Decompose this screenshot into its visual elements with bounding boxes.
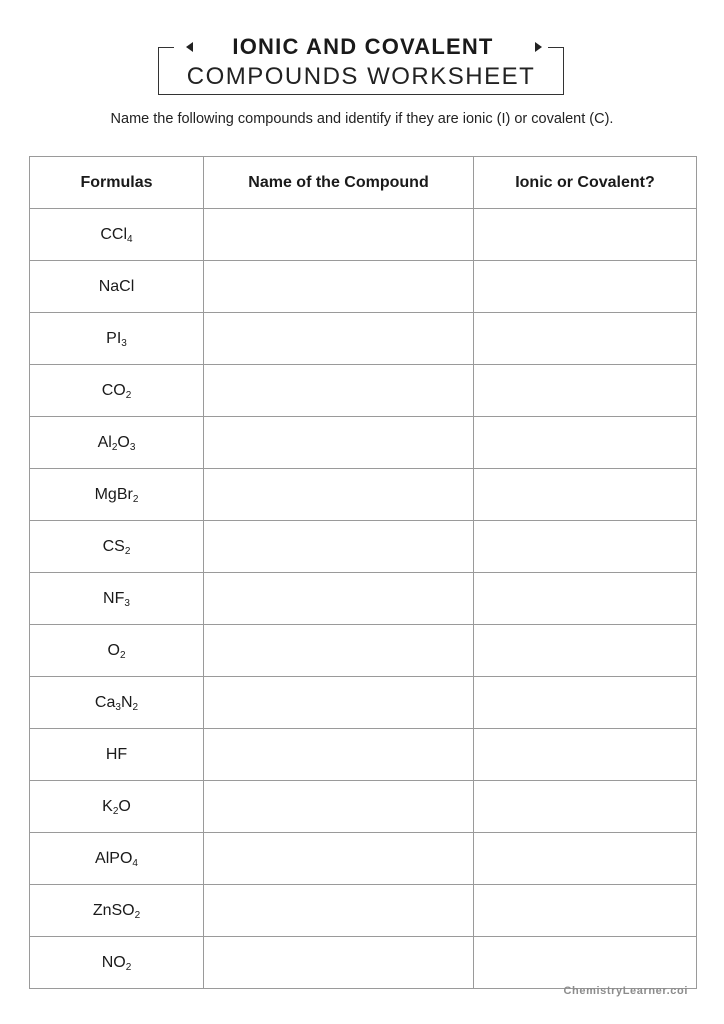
- formula-subscript: 2: [112, 805, 119, 817]
- compound-name-answer-cell[interactable]: [204, 729, 474, 781]
- formula-text: NF: [103, 589, 125, 607]
- column-header-compound-name: Name of the Compound: [204, 157, 474, 209]
- formula-text: NO: [101, 953, 126, 971]
- ionic-covalent-answer-cell[interactable]: [474, 573, 697, 625]
- ionic-covalent-answer-cell[interactable]: [474, 365, 697, 417]
- table-row: [30, 885, 697, 937]
- compound-name-answer-cell[interactable]: [204, 885, 474, 937]
- formula-text: CCl: [100, 225, 128, 243]
- column-header-formulas: Formulas: [30, 157, 204, 209]
- compound-name-answer-cell[interactable]: [204, 261, 474, 313]
- formula-subscript: 2: [132, 493, 139, 505]
- formula-cell: [30, 209, 204, 261]
- table-row: [30, 521, 697, 573]
- compound-name-answer-cell[interactable]: [204, 209, 474, 261]
- formula-cell: [30, 469, 204, 521]
- formula-cell: [30, 729, 204, 781]
- formula-cell: [30, 937, 204, 989]
- formula-subscript: 4: [127, 233, 133, 245]
- formula-subscript: 4: [132, 857, 138, 869]
- formula-text: K: [102, 797, 113, 815]
- ionic-covalent-answer-cell[interactable]: [474, 469, 697, 521]
- compound-name-answer-cell[interactable]: [204, 365, 474, 417]
- ionic-covalent-answer-cell[interactable]: [474, 937, 697, 989]
- formula-subscript: 2: [132, 701, 139, 713]
- formula-text: N: [120, 693, 133, 711]
- formula-subscript: 2: [111, 441, 118, 453]
- ionic-covalent-answer-cell[interactable]: [474, 261, 697, 313]
- column-header-ionic-covalent: Ionic or Covalent?: [474, 157, 697, 209]
- compound-name-answer-cell[interactable]: [204, 313, 474, 365]
- formula-cell: [30, 625, 204, 677]
- table-row: [30, 625, 697, 677]
- table-row: [30, 469, 697, 521]
- table-row: [30, 937, 697, 989]
- ionic-covalent-answer-cell[interactable]: [474, 677, 697, 729]
- ionic-covalent-answer-cell[interactable]: [474, 313, 697, 365]
- compound-name-answer-cell[interactable]: [204, 521, 474, 573]
- compound-name-answer-cell[interactable]: [204, 833, 474, 885]
- page-title: IONIC AND COVALENT: [198, 34, 528, 60]
- formula-cell: [30, 677, 204, 729]
- formula-text: HF: [105, 745, 128, 763]
- formula-text: PI: [106, 329, 122, 347]
- ionic-covalent-answer-cell[interactable]: [474, 833, 697, 885]
- formula-text: O: [118, 797, 131, 815]
- table-row: [30, 261, 697, 313]
- arrow-left-icon: [186, 42, 193, 52]
- compound-name-answer-cell[interactable]: [204, 469, 474, 521]
- formula-text: O: [117, 433, 130, 451]
- formula-subscript: 2: [134, 909, 141, 921]
- formula-text: CO: [101, 381, 126, 399]
- arrow-right-icon: [535, 42, 542, 52]
- formula-cell: [30, 885, 204, 937]
- formula-text: ZnSO: [92, 901, 135, 919]
- compound-name-answer-cell[interactable]: [204, 417, 474, 469]
- ionic-covalent-answer-cell[interactable]: [474, 885, 697, 937]
- page-subtitle: COMPOUNDS WORKSHEET: [186, 63, 536, 90]
- compound-name-answer-cell[interactable]: [204, 781, 474, 833]
- table-row: [30, 729, 697, 781]
- ionic-covalent-answer-cell[interactable]: [474, 417, 697, 469]
- formula-subscript: 2: [124, 545, 131, 557]
- table-header-row: [30, 157, 697, 209]
- compound-name-answer-cell[interactable]: [204, 677, 474, 729]
- ionic-covalent-answer-cell[interactable]: [474, 729, 697, 781]
- formula-text: Al: [97, 433, 112, 451]
- table-row: [30, 209, 697, 261]
- table-row: [30, 417, 697, 469]
- site-watermark: ChemistryLearner.coi: [563, 985, 688, 997]
- ionic-covalent-answer-cell[interactable]: [474, 781, 697, 833]
- formula-subscript: 3: [129, 441, 136, 453]
- formula-text: MgBr: [94, 485, 133, 503]
- formula-cell: [30, 573, 204, 625]
- formula-text: AlPO: [95, 849, 133, 867]
- formula-cell: [30, 313, 204, 365]
- formula-subscript: 3: [124, 597, 130, 609]
- table-row: [30, 313, 697, 365]
- formula-cell: [30, 833, 204, 885]
- compound-name-answer-cell[interactable]: [204, 937, 474, 989]
- formula-cell: [30, 417, 204, 469]
- formula-subscript: 3: [121, 337, 127, 349]
- table-row: [30, 833, 697, 885]
- formula-subscript: 3: [115, 701, 121, 713]
- formula-subscript: 2: [119, 649, 126, 661]
- formula-text: CS: [102, 537, 125, 555]
- table-row: [30, 677, 697, 729]
- table-row: [30, 365, 697, 417]
- formula-subscript: 2: [125, 961, 132, 973]
- formula-cell: [30, 261, 204, 313]
- ionic-covalent-answer-cell[interactable]: [474, 521, 697, 573]
- worksheet-table: [29, 156, 697, 989]
- formula-text: O: [107, 641, 120, 659]
- formula-cell: [30, 781, 204, 833]
- ionic-covalent-answer-cell[interactable]: [474, 625, 697, 677]
- formula-cell: [30, 365, 204, 417]
- formula-subscript: 2: [125, 389, 132, 401]
- table-row: [30, 781, 697, 833]
- formula-cell: [30, 521, 204, 573]
- ionic-covalent-answer-cell[interactable]: [474, 209, 697, 261]
- compound-name-answer-cell[interactable]: [204, 573, 474, 625]
- instructions: Name the following compounds and identify if they are ionic (I) or covalent (C).: [110, 111, 614, 127]
- compound-name-answer-cell[interactable]: [204, 625, 474, 677]
- formula-text: NaCl: [98, 277, 135, 295]
- table-row: [30, 573, 697, 625]
- formula-text: Ca: [94, 693, 116, 711]
